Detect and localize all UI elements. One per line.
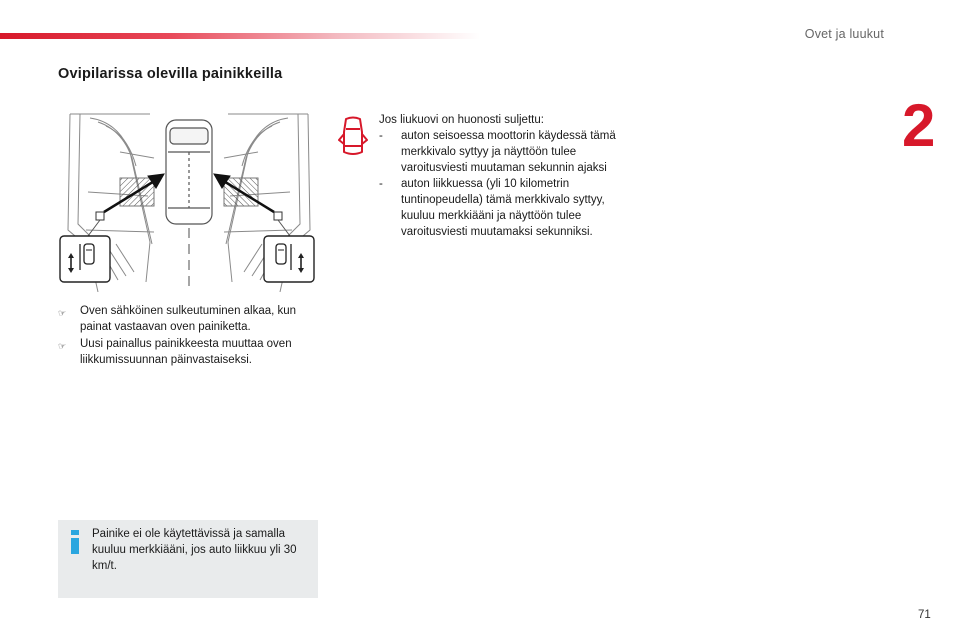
instruction-list (58, 304, 320, 370)
info-icon (70, 530, 80, 559)
list-item (58, 337, 320, 368)
chapter-number: 2 (902, 92, 936, 159)
warning-item (379, 128, 619, 176)
dash: - (379, 178, 383, 190)
left-door-button-icon (60, 220, 110, 282)
pointing-hand-icon: ☞ (58, 341, 67, 351)
pointing-hand-icon: ☞ (58, 308, 67, 318)
chapter-title: Ovet ja luukut (804, 27, 884, 41)
dash: - (379, 130, 383, 142)
top-accent-bar (0, 33, 480, 39)
right-door-button-icon (264, 220, 314, 282)
warning-item (379, 176, 619, 240)
info-box (58, 520, 318, 598)
warning-text (379, 112, 619, 240)
page-number: 71 (918, 609, 931, 621)
warning-item-text: auton seisoessa moottorin käydessä tämä merkkivalo syttyy ja näyttöön tulee varoitusviesti muutaman sekunnin ajaksi (401, 130, 616, 174)
van-door-buttons-illustration (58, 112, 320, 297)
warning-intro: Jos liukuovi on huonosti suljettu: (379, 114, 544, 126)
section-title: Ovipilarissa olevilla painikkeilla (58, 66, 283, 82)
list-item-text: Uusi painallus painikkeesta muuttaa oven liikkumissuunnan päinvastaiseksi. (80, 338, 292, 366)
list-item (58, 304, 320, 335)
info-text: Painike ei ole käytettävissä ja samalla kuuluu merkkiääni, jos auto liikkuu yli 30 km/t. (92, 528, 297, 572)
list-item-text: Oven sähköinen sulkeutuminen alkaa, kun painat vastaavan oven painiketta. (80, 305, 297, 333)
car-door-open-warning-icon (338, 116, 368, 163)
warning-item-text: auton liikkuessa (yli 10 kilometrin tuntinopeudella) tämä merkkivalo syttyy, kuuluu merkkiääni ja näyttöön tulee varoitusviesti muutamaksi sekunniksi. (401, 178, 605, 238)
